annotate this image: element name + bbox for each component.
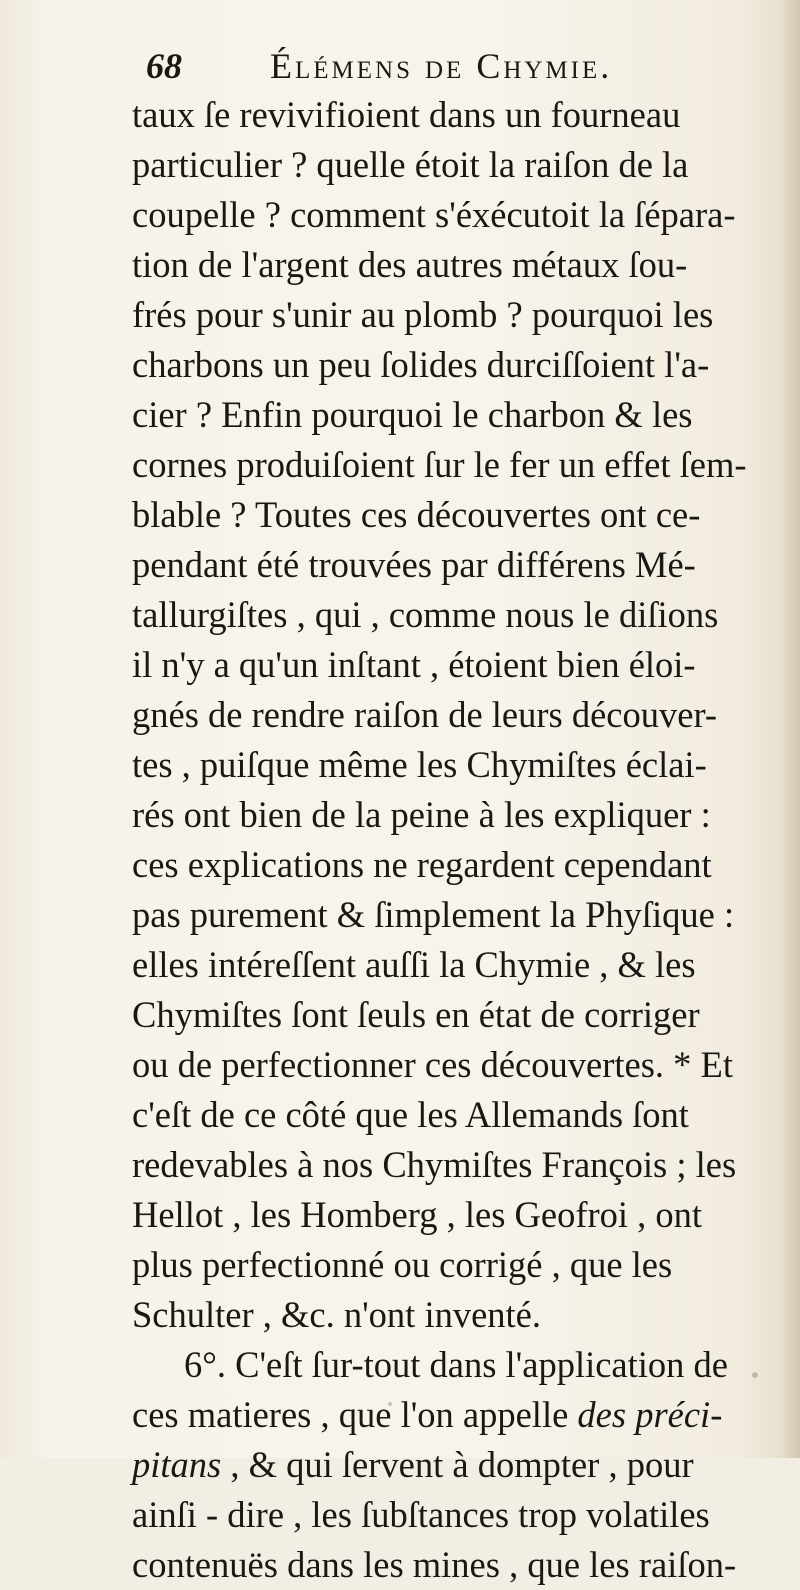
text-line: Hellot , les Homberg , les Geofroi , ont [132, 1194, 703, 1235]
text-line: Schulter , &c. n'ont inventé. [132, 1294, 542, 1335]
text-segment: ces matieres , que l'on appelle [132, 1394, 569, 1435]
text-line: tes , puiſque même les Chymiſtes éclai- [132, 744, 707, 785]
text-line: rés ont bien de la peine à les expliquer : [132, 794, 711, 835]
text-line [132, 1390, 794, 1440]
text-line: Chymiſtes ſont ſeuls en état de corriger [132, 994, 700, 1035]
text-line: tallurgiſtes , qui , comme nous le diſions [132, 594, 719, 635]
page-number: 68 [146, 46, 182, 86]
text-line: charbons un peu ſolides durciſſoient l'a- [132, 344, 710, 385]
text-line: cier ? Enfin pourquoi le charbon & les [132, 394, 693, 435]
ink-spot [752, 1372, 758, 1378]
text-line: ces explications ne regardent cependant [132, 844, 712, 885]
text-line: cornes produiſoient ſur le fer un effet ſem- [132, 444, 747, 485]
text-line: coupelle ? comment s'éxécutoit la ſépara- [132, 194, 736, 235]
text-line: il n'y a qu'un inſtant , étoient bien éloi- [132, 644, 696, 685]
text-line: taux ſe revivifioient dans un fourneau [132, 94, 681, 135]
text-line: plus perfectionné ou corrigé , que les [132, 1244, 673, 1285]
text-line: tion de l'argent des autres métaux ſou- [132, 244, 688, 285]
text-line: blable ? Toutes ces découvertes ont ce- [132, 494, 701, 535]
text-line: ou de perfectionner ces découvertes. * Et [132, 1044, 733, 1085]
text-line [132, 1440, 794, 1490]
text-line: gnés de rendre raiſon de leurs découver- [132, 694, 718, 735]
text-line: pas purement & ſimplement la Phyſique : [132, 894, 735, 935]
text-line: pendant été trouvées par différens Mé- [132, 544, 696, 585]
text-segment: , & qui ſervent à dompter , pour [230, 1444, 694, 1485]
ink-spot [388, 1402, 392, 1406]
page-header [146, 38, 786, 94]
text-line: ainſi - dire , les ſubſtances trop volatiles [132, 1494, 710, 1535]
text-line: redevables à nos Chymiſtes François ; les [132, 1144, 737, 1185]
running-title: Élémens de Chymie. [270, 46, 613, 86]
text-line: frés pour s'unir au plomb ? pourquoi les [132, 294, 714, 335]
italic-term: des préci- [577, 1394, 723, 1435]
text-line: elles intéreſſent auſſi la Chymie , & les [132, 944, 696, 985]
italic-term: pitans [132, 1444, 222, 1485]
paragraph-start-line: 6°. C'eſt ſur-tout dans l'application de [184, 1344, 728, 1385]
text-line: c'eſt de ce côté que les Allemands ſont [132, 1094, 689, 1135]
body-text [132, 90, 794, 1590]
text-line: particulier ? quelle étoit la raiſon de la [132, 144, 689, 185]
text-line: contenuës dans les mines , que les raiſon- [132, 1544, 737, 1585]
